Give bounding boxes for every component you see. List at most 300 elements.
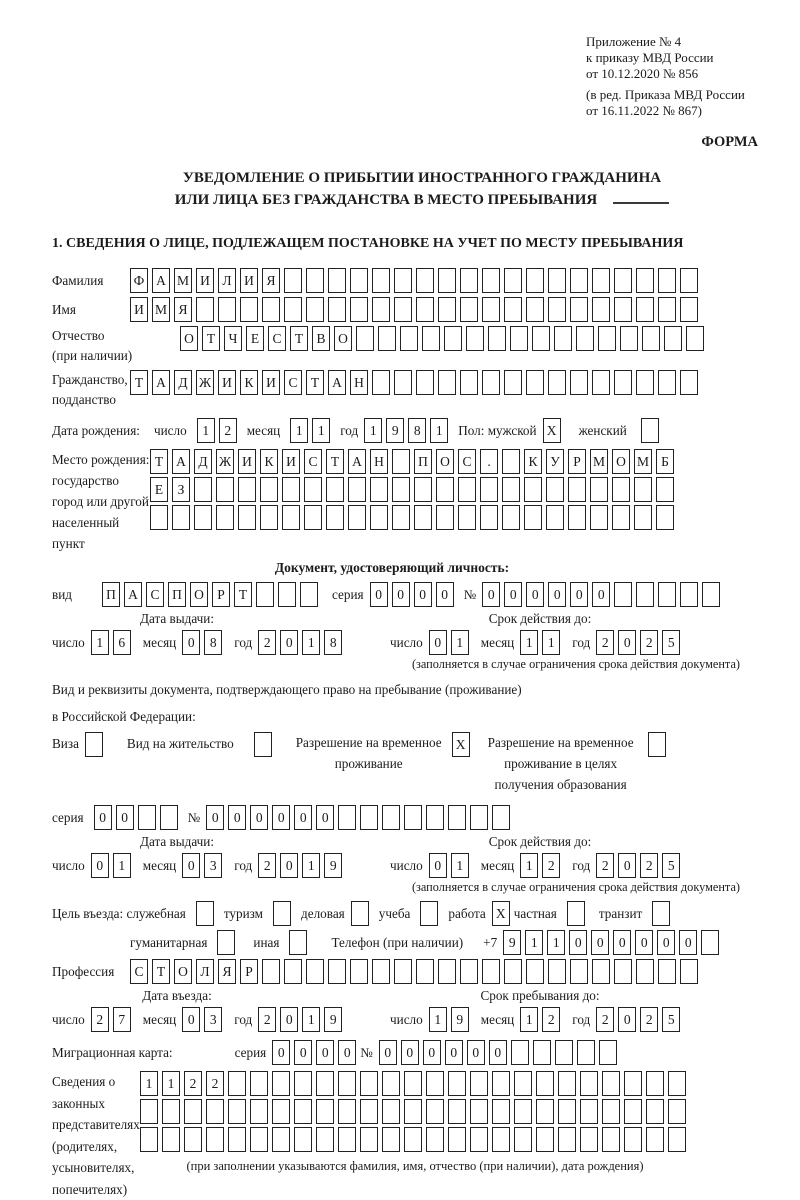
char-box — [404, 1071, 422, 1096]
humanitarian-label: гуманитарная — [130, 935, 207, 951]
char-box: И — [130, 297, 148, 322]
char-box: 2 — [542, 1007, 560, 1032]
char-box — [250, 1099, 268, 1124]
char-box — [217, 930, 235, 955]
char-box — [558, 1127, 576, 1152]
char-box — [394, 370, 412, 395]
char-box: И — [282, 449, 300, 474]
char-box — [668, 1071, 686, 1096]
permit-valid-day-boxes — [429, 853, 473, 878]
char-box — [162, 1099, 180, 1124]
permit-issue-year-boxes — [258, 853, 346, 878]
stay-until-label: Срок пребывания до: — [390, 988, 690, 1004]
char-box — [592, 959, 610, 984]
checkbox-official — [196, 901, 218, 926]
char-box — [680, 959, 698, 984]
char-box — [612, 505, 630, 530]
char-box — [228, 1127, 246, 1152]
doc-issue-month-boxes — [182, 630, 226, 655]
checkbox-residence-permit — [254, 732, 276, 757]
checkbox-sex-male — [543, 418, 565, 443]
study-label: учеба — [379, 906, 411, 922]
char-box: Т — [234, 582, 252, 607]
char-box — [284, 268, 302, 293]
citizenship-boxes — [130, 370, 702, 395]
char-box — [548, 268, 566, 293]
char-box: О — [334, 326, 352, 351]
char-box — [480, 505, 498, 530]
char-box: X — [543, 418, 561, 443]
char-box — [328, 959, 346, 984]
char-box: К — [260, 449, 278, 474]
char-box — [460, 370, 478, 395]
char-box: А — [172, 449, 190, 474]
char-box — [536, 1071, 554, 1096]
char-box — [85, 732, 103, 757]
patronymic-row — [52, 326, 792, 366]
char-box: 0 — [182, 630, 200, 655]
checkbox-business — [351, 901, 373, 926]
permit-issue-month-boxes — [182, 853, 226, 878]
char-box: Л — [218, 268, 236, 293]
month-word: месяц — [481, 858, 515, 874]
day-word: число — [154, 423, 187, 439]
char-box — [350, 297, 368, 322]
char-box: К — [524, 449, 542, 474]
char-box — [636, 959, 654, 984]
birthplace-boxes-3 — [150, 505, 678, 530]
char-box — [370, 477, 388, 502]
year-word: год — [572, 1012, 590, 1028]
phone-prefix: +7 — [483, 935, 497, 951]
char-box — [592, 268, 610, 293]
char-box — [482, 370, 500, 395]
form-title-line1: УВЕДОМЛЕНИЕ О ПРИБЫТИИ ИНОСТРАННОГО ГРАЖДАНИНА — [52, 167, 792, 189]
char-box — [470, 1071, 488, 1096]
char-box: 0 — [379, 1040, 397, 1065]
char-box — [502, 477, 520, 502]
tourism-label: туризм — [224, 906, 263, 922]
char-box — [272, 1099, 290, 1124]
char-box: Е — [150, 477, 168, 502]
profession-row — [52, 959, 792, 984]
checkbox-humanitarian — [217, 930, 239, 955]
reps-label-3: представителях — [52, 1114, 140, 1136]
doc-validity-note: (заполняется в случае ограничения срока действия документа) — [52, 657, 792, 672]
char-box — [636, 268, 654, 293]
birth-day-boxes — [197, 418, 241, 443]
doc-series-boxes — [370, 582, 458, 607]
char-box: 1 — [140, 1071, 158, 1096]
form-title-line2: ИЛИ ЛИЦА БЕЗ ГРАЖДАНСТВА В МЕСТО ПРЕБЫВАНИЯ — [175, 192, 597, 208]
char-box — [360, 1099, 378, 1124]
char-box — [338, 1071, 356, 1096]
char-box: 0 — [489, 1040, 507, 1065]
char-box — [502, 449, 520, 474]
phone-boxes — [503, 930, 723, 955]
char-box — [614, 297, 632, 322]
char-box — [526, 268, 544, 293]
doc-issue-label: Дата выдачи: — [52, 611, 302, 627]
work-label: работа — [448, 906, 485, 922]
char-box: 2 — [258, 853, 276, 878]
char-box: Т — [150, 449, 168, 474]
char-box — [680, 297, 698, 322]
char-box: О — [190, 582, 208, 607]
char-box — [206, 1099, 224, 1124]
char-box: Б — [656, 449, 674, 474]
entry-dates — [52, 988, 792, 1032]
year-word: год — [234, 1012, 252, 1028]
char-box — [328, 268, 346, 293]
permit-intro-line2: в Российской Федерации: — [52, 705, 792, 729]
char-box — [646, 1099, 664, 1124]
char-box — [372, 959, 390, 984]
migration-card-row — [52, 1040, 792, 1065]
char-box — [306, 297, 324, 322]
char-box — [438, 268, 456, 293]
citizenship-label2: подданство — [52, 390, 130, 410]
char-box — [558, 1099, 576, 1124]
char-box — [614, 959, 632, 984]
char-box — [646, 1071, 664, 1096]
char-box — [254, 732, 272, 757]
char-box: 2 — [258, 630, 276, 655]
char-box — [260, 477, 278, 502]
char-box — [514, 1099, 532, 1124]
char-box — [196, 901, 214, 926]
char-box — [316, 1071, 334, 1096]
birth-month-boxes — [290, 418, 334, 443]
char-box — [590, 477, 608, 502]
char-box — [524, 505, 542, 530]
char-box — [580, 1099, 598, 1124]
reps-row3 — [140, 1127, 690, 1152]
char-box: 2 — [596, 630, 614, 655]
temp-residence-line2: проживание — [296, 753, 442, 774]
char-box — [460, 268, 478, 293]
char-box — [658, 297, 676, 322]
char-box: 0 — [570, 582, 588, 607]
char-box: 0 — [635, 930, 653, 955]
char-box: П — [102, 582, 120, 607]
profession-boxes — [130, 959, 702, 984]
char-box: Р — [240, 959, 258, 984]
char-box — [480, 477, 498, 502]
char-box — [351, 901, 369, 926]
char-box — [436, 477, 454, 502]
char-box: 0 — [280, 853, 298, 878]
doc-series-label: серия — [332, 587, 364, 603]
temp-residence-edu-label — [488, 732, 634, 795]
doc-type-label: вид — [52, 587, 102, 603]
char-box — [372, 268, 390, 293]
profession-label: Профессия — [52, 964, 130, 980]
checkbox-tourism — [273, 901, 295, 926]
char-box — [658, 582, 676, 607]
char-box: 1 — [430, 418, 448, 443]
birthplace-sub2: город или другой — [52, 491, 150, 512]
char-box — [624, 1127, 642, 1152]
char-box — [326, 477, 344, 502]
temp-residence-edu-line2: проживание в целях — [488, 753, 634, 774]
char-box — [510, 326, 528, 351]
char-box — [656, 505, 674, 530]
char-box: 0 — [401, 1040, 419, 1065]
char-box — [546, 505, 564, 530]
char-box: 0 — [657, 930, 675, 955]
char-box — [294, 1099, 312, 1124]
char-box: 1 — [312, 418, 330, 443]
char-box: 9 — [324, 853, 342, 878]
char-box — [262, 297, 280, 322]
day-word: число — [52, 858, 85, 874]
char-box — [580, 1071, 598, 1096]
char-box: 9 — [324, 1007, 342, 1032]
permit-validity-note: (заполняется в случае ограничения срока действия документа) — [52, 880, 792, 895]
char-box: 8 — [204, 630, 222, 655]
char-box — [448, 1127, 466, 1152]
sex-female-label: женский — [579, 423, 627, 439]
char-box — [514, 1127, 532, 1152]
char-box: 1 — [290, 418, 308, 443]
char-box — [436, 505, 454, 530]
char-box: М — [634, 449, 652, 474]
permit-number-boxes — [206, 805, 514, 830]
char-box — [348, 505, 366, 530]
char-box — [614, 268, 632, 293]
char-box — [162, 1127, 180, 1152]
citizenship-label1: Гражданство, — [52, 370, 130, 390]
char-box — [514, 1071, 532, 1096]
char-box — [546, 477, 564, 502]
stay-month-boxes — [520, 1007, 564, 1032]
month-word: месяц — [481, 635, 515, 651]
char-box: 1 — [542, 630, 560, 655]
char-box: 0 — [618, 630, 636, 655]
temp-residence-edu-line1: Разрешение на временное — [488, 732, 634, 753]
char-box — [416, 297, 434, 322]
birthplace-row2 — [150, 477, 678, 502]
char-box: 2 — [596, 1007, 614, 1032]
char-box — [511, 1040, 529, 1065]
doc-valid-month-boxes — [520, 630, 564, 655]
char-box — [555, 1040, 573, 1065]
char-box — [356, 326, 374, 351]
permit-dates — [52, 834, 792, 878]
char-box — [304, 477, 322, 502]
char-box: О — [436, 449, 454, 474]
stay-day-boxes — [429, 1007, 473, 1032]
char-box — [504, 370, 522, 395]
char-box — [372, 297, 390, 322]
char-box — [470, 1099, 488, 1124]
purpose-row-2 — [130, 930, 792, 955]
char-box: X — [492, 901, 510, 926]
char-box — [504, 297, 522, 322]
char-box — [620, 326, 638, 351]
char-box — [548, 297, 566, 322]
char-box — [554, 326, 572, 351]
char-box — [580, 1127, 598, 1152]
purpose-label: Цель въезда: служебная — [52, 906, 186, 922]
char-box — [536, 1099, 554, 1124]
char-box — [590, 505, 608, 530]
char-box — [294, 1127, 312, 1152]
char-box — [382, 1071, 400, 1096]
permit-intro-line1: Вид и реквизиты документа, подтверждающего право на пребывание (проживание) — [52, 678, 792, 702]
char-box: Я — [262, 268, 280, 293]
surname-boxes — [130, 268, 702, 293]
char-box: 0 — [445, 1040, 463, 1065]
char-box: 0 — [272, 1040, 290, 1065]
appendix-line: от 10.12.2020 № 856 — [586, 66, 782, 82]
reps-row2 — [140, 1099, 690, 1124]
doc-number-label: № — [464, 587, 477, 603]
char-box: 0 — [294, 1040, 312, 1065]
checkbox-private — [567, 901, 589, 926]
forma-label: ФОРМА — [52, 134, 792, 151]
blank-underline — [613, 202, 669, 204]
char-box: 0 — [182, 853, 200, 878]
char-box — [414, 477, 432, 502]
char-box — [458, 477, 476, 502]
char-box: Л — [196, 959, 214, 984]
entry-month-boxes — [182, 1007, 226, 1032]
name-row — [52, 297, 792, 322]
char-box: Т — [326, 449, 344, 474]
char-box — [416, 959, 434, 984]
char-box — [460, 297, 478, 322]
char-box — [664, 326, 682, 351]
char-box — [372, 370, 390, 395]
char-box — [577, 1040, 595, 1065]
char-box — [262, 959, 280, 984]
doc-valid-label: Срок действия до: — [390, 611, 690, 627]
temp-residence-edu-line3: получения образования — [488, 774, 634, 795]
doc-dates — [52, 611, 792, 655]
char-box: 0 — [591, 930, 609, 955]
char-box — [422, 326, 440, 351]
char-box — [216, 505, 234, 530]
char-box: 1 — [547, 930, 565, 955]
month-word: месяц — [143, 635, 177, 651]
char-box: А — [124, 582, 142, 607]
char-box — [658, 268, 676, 293]
appendix-line: Приложение № 4 — [586, 34, 782, 50]
char-box: Н — [350, 370, 368, 395]
char-box — [636, 582, 654, 607]
month-word: месяц — [247, 423, 281, 439]
char-box: 5 — [662, 630, 680, 655]
char-box — [492, 1127, 510, 1152]
char-box — [492, 805, 510, 830]
permit-issue-label: Дата выдачи: — [52, 834, 302, 850]
char-box: Я — [218, 959, 236, 984]
char-box — [570, 297, 588, 322]
char-box — [624, 1099, 642, 1124]
citizenship-row — [52, 370, 792, 410]
migration-number-label: № — [360, 1045, 373, 1061]
char-box — [238, 477, 256, 502]
char-box — [567, 901, 585, 926]
char-box — [532, 326, 550, 351]
char-box — [306, 959, 324, 984]
char-box: 0 — [280, 630, 298, 655]
char-box — [438, 959, 456, 984]
char-box — [426, 805, 444, 830]
char-box: С — [458, 449, 476, 474]
char-box — [646, 1127, 664, 1152]
reps-label-5: усыновителях, — [52, 1157, 140, 1179]
char-box: Р — [568, 449, 586, 474]
checkbox-study — [420, 901, 442, 926]
doc-number-boxes — [482, 582, 724, 607]
char-box — [420, 901, 438, 926]
char-box — [228, 1099, 246, 1124]
char-box — [624, 1071, 642, 1096]
char-box — [482, 959, 500, 984]
char-box — [576, 326, 594, 351]
char-box — [282, 477, 300, 502]
char-box: М — [590, 449, 608, 474]
char-box: 3 — [204, 1007, 222, 1032]
char-box — [602, 1127, 620, 1152]
char-box — [404, 1127, 422, 1152]
char-box — [394, 297, 412, 322]
month-word: месяц — [143, 1012, 177, 1028]
patronymic-boxes — [180, 326, 708, 351]
char-box — [360, 1127, 378, 1152]
char-box: А — [152, 370, 170, 395]
char-box: Ж — [216, 449, 234, 474]
permit-valid-label: Срок действия до: — [390, 834, 690, 850]
char-box: А — [152, 268, 170, 293]
char-box — [568, 477, 586, 502]
char-box: Т — [130, 370, 148, 395]
char-box — [316, 1099, 334, 1124]
char-box — [642, 326, 660, 351]
char-box: 1 — [91, 630, 109, 655]
char-box: Т — [290, 326, 308, 351]
char-box — [350, 268, 368, 293]
char-box — [634, 477, 652, 502]
char-box — [602, 1071, 620, 1096]
char-box: В — [312, 326, 330, 351]
char-box — [634, 505, 652, 530]
permit-valid-month-boxes — [520, 853, 564, 878]
char-box: Т — [152, 959, 170, 984]
char-box: П — [168, 582, 186, 607]
char-box — [598, 326, 616, 351]
checkbox-work — [492, 901, 514, 926]
permit-series-boxes — [94, 805, 182, 830]
birthplace-boxes-2 — [150, 477, 678, 502]
char-box — [360, 1071, 378, 1096]
char-box — [350, 959, 368, 984]
char-box — [614, 370, 632, 395]
char-box: 1 — [520, 630, 538, 655]
char-box: 1 — [302, 630, 320, 655]
char-box: Д — [194, 449, 212, 474]
char-box: О — [612, 449, 630, 474]
char-box — [482, 297, 500, 322]
permit-checkbox-row — [52, 732, 792, 795]
char-box: 2 — [640, 1007, 658, 1032]
appendix-edit-line: от 16.11.2022 № 867) — [586, 103, 782, 119]
char-box — [238, 505, 256, 530]
char-box — [488, 326, 506, 351]
